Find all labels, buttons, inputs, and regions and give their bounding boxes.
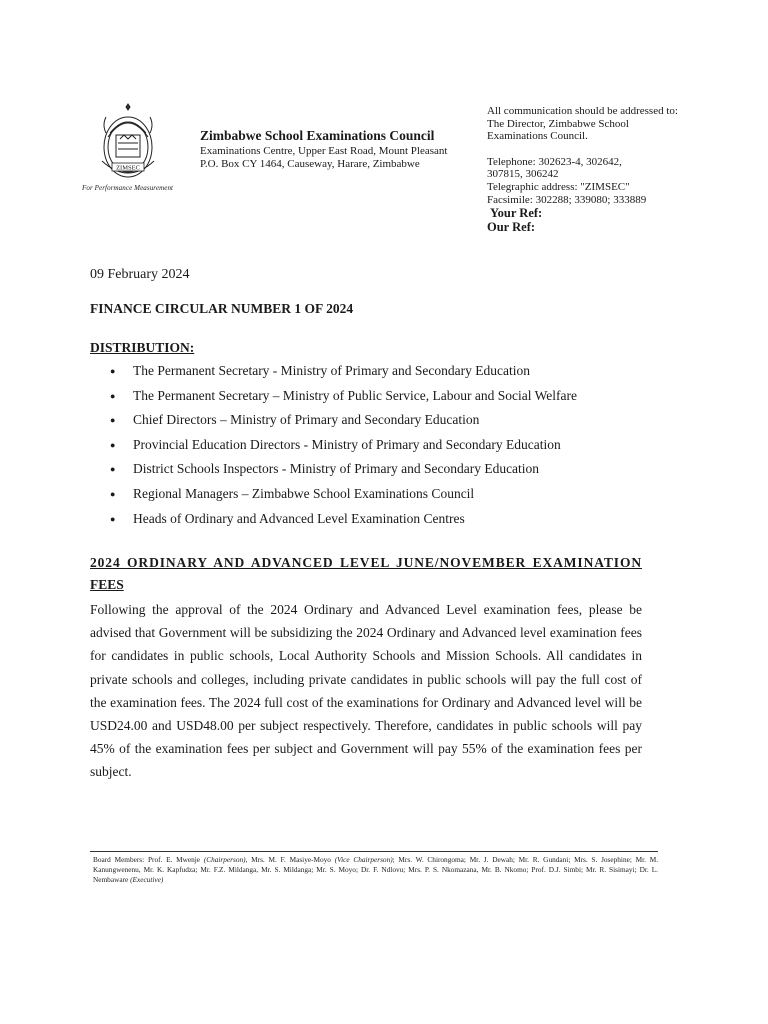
bullet-icon: ●: [110, 513, 116, 524]
facsimile: Facsimile: 302288; 339080; 333889: [487, 193, 647, 206]
addressed-line3: Examinations Council.: [487, 130, 588, 143]
fees-paragraph: Following the approval of the 2024 Ordinary and Advanced Level examination fees, please be advised that Government will be subsidizing the 2024 Ordinary and Advanced level examination fees for candidates in public schools, Local Authority Schools and Mission Schools. All candidates in private schools and colleges, including private candidates in public schools will pay the full cost of the examination fees. The 2024 full cost of the examinations for Ordinary and Advanced level will be USD24.00 and USD48.00 per subject respectively. Therefore, candidates in public schools will pay 45% of the examination fees per subject and Government will pay 55% of the examination fees per subject.: [90, 602, 642, 780]
addressed-line2: The Director, Zimbabwe School: [487, 117, 629, 130]
telephone-line2: 307815, 306242: [487, 168, 559, 181]
contact-block: [487, 105, 727, 234]
addressed-line1: All communication should be addressed to:: [487, 105, 678, 117]
footer-divider: [90, 851, 658, 852]
list-item: ● Regional Managers – Zimbabwe School Examinations Council: [90, 482, 577, 507]
bullet-icon: ●: [110, 415, 116, 426]
our-ref: Our Ref:: [487, 220, 536, 235]
org-name: Zimbabwe School Examinations Council: [200, 128, 435, 143]
circular-title: FINANCE CIRCULAR NUMBER 1 OF 2024: [90, 301, 354, 316]
board-members-footer: Board Members: Prof. E. Mwenje (Chairperson), Mrs. M. F. Masiye-Moyo (Vice Chairperson); Mrs. W. Chirongoma; Mr. J. Dewah; Mr. R. Gundani; Mrs. S. Josephine; Mr. M. Kanungwenenu, Mr. K. Kapfudza; Mr. F.Z. Mildanga, Mr. S. Mildanga; Mr. S. Moyo; Dr. F. Ndlovu; Mrs. P. S. Nkomazana, Mr. B. Nkomo; Prof. D.J. Simbi; Mr. R. Sisimayi; Dr. L. Nembaware (Executive): [93, 855, 659, 884]
distribution-list: [90, 359, 577, 531]
org-address-line1: Examinations Centre, Upper East Road, Mount Pleasant: [200, 145, 448, 157]
distribution-heading: DISTRIBUTION:: [90, 340, 195, 355]
section-title-line2: FEES: [90, 577, 124, 592]
org-address-line2: P.O. Box CY 1464, Causeway, Harare, Zimbabwe: [200, 158, 420, 170]
telegraphic-address: Telegraphic address: "ZIMSEC": [487, 180, 630, 193]
bullet-icon: ●: [110, 439, 116, 450]
bullet-icon: ●: [110, 488, 116, 499]
list-item: ● Chief Directors – Ministry of Primary and Secondary Education: [90, 408, 577, 433]
list-item: ● District Schools Inspectors - Ministry of Primary and Secondary Education: [90, 457, 577, 482]
list-item: ● The Permanent Secretary – Ministry of Public Service, Labour and Social Welfare: [90, 384, 577, 409]
motto: For Performance Measurement: [82, 184, 174, 192]
bullet-icon: ●: [110, 464, 116, 475]
letter-date: 09 February 2024: [90, 267, 190, 282]
telephone-line1: Telephone: 302623-4, 302642,: [487, 155, 622, 168]
bullet-icon: ●: [110, 366, 116, 376]
list-item: ● Heads of Ordinary and Advanced Level Examination Centres: [90, 507, 577, 532]
logo-text: ZIMSEC: [116, 164, 140, 172]
list-item: ● Provincial Education Directors - Ministry of Primary and Secondary Education: [90, 433, 577, 458]
list-item: ● The Permanent Secretary - Ministry of Primary and Secondary Education: [90, 359, 577, 384]
footer-label: Board Members:: [93, 855, 145, 864]
bullet-icon: ●: [110, 390, 116, 401]
zimsec-logo: [96, 103, 160, 183]
section-title-line1: 2024 ORDINARY AND ADVANCED LEVEL JUNE/NOVEMBER EXAMINATION: [90, 555, 642, 570]
your-ref: Your Ref:: [490, 206, 543, 221]
